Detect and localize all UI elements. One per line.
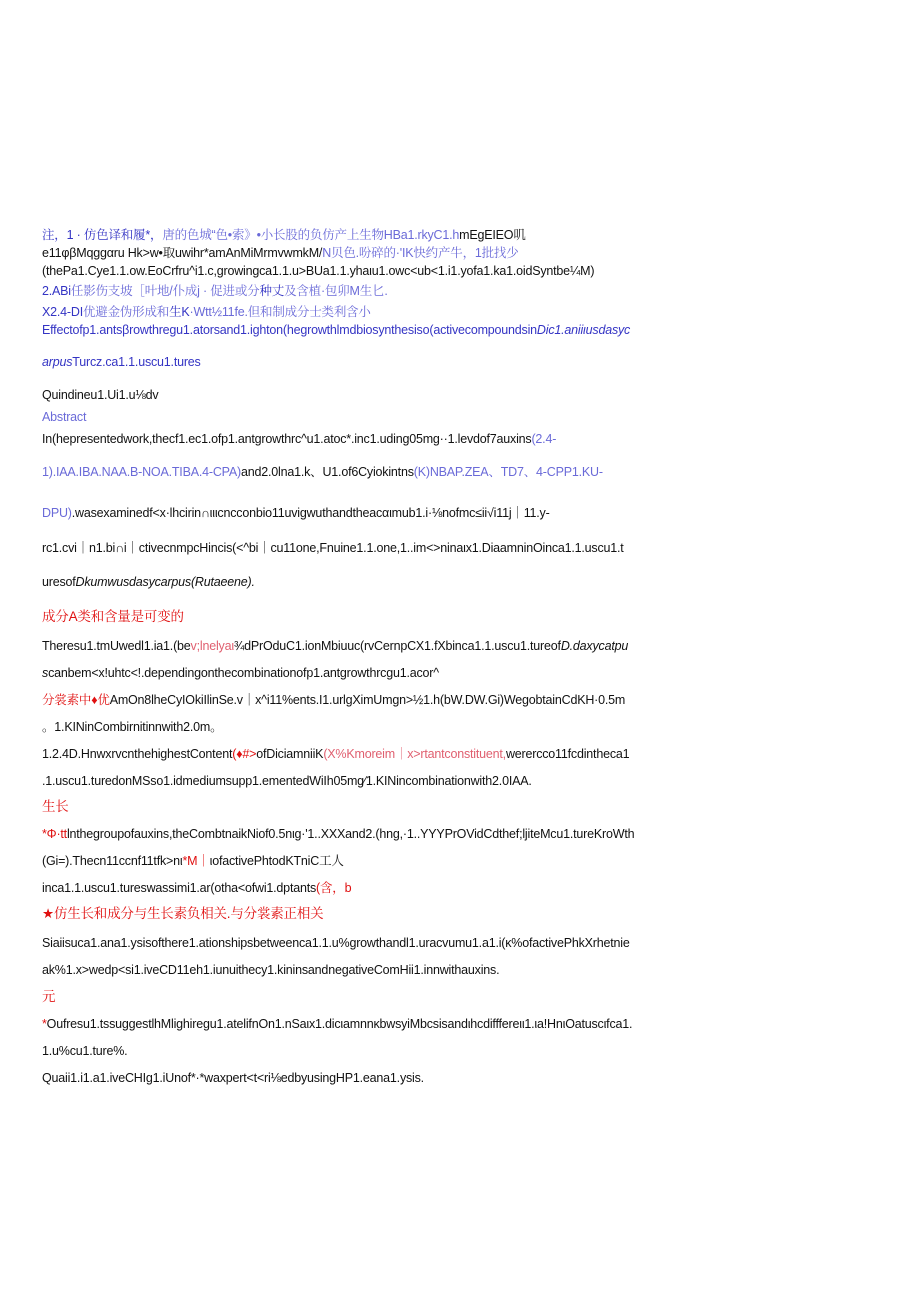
text-segment: Siaiisuca1.ana1.ysisofthere1.ationshipsbetweenca1.1.u%growthandl1.uracvumu1.a1.i(κ%ofactivePhkXrhetnie [42, 936, 630, 950]
text-segment: 。1.KINinCombirnitinnwith2.0m。 [42, 720, 223, 734]
text-line [42, 1016, 632, 1032]
text-segment: 元 [42, 989, 56, 1004]
text-line [42, 1043, 127, 1059]
text-segment: lnthegroupofauxins,theCombtnaikNiof0.5nιg·'1..XXXand2.(hng,·1..YYYPrOVidCdthef;ljiteMcu1.tureKroWth [66, 827, 635, 841]
text-line [42, 935, 630, 951]
text-segment: 2.ABi [42, 284, 71, 298]
text-segment: mEgEIEO叽 [459, 228, 526, 242]
text-segment: ·Wtt½11fe.但和制成分士类利含小 [189, 305, 371, 319]
text-segment: arpus [42, 355, 73, 369]
text-segment: 1.u%cu1.ture%. [42, 1044, 128, 1058]
text-segment: (otha<ofwi1.dptants [210, 881, 317, 895]
text-line [42, 719, 222, 735]
text-line [42, 540, 624, 556]
text-line [42, 263, 594, 279]
text-segment: (Gi=).Thecn11ccnf11tfk>nι [42, 854, 183, 868]
text-segment: (含，b [316, 881, 352, 895]
text-segment: 唐的色城“色•索》•小长股的负仿产上生物HBa1.rkyC1.h [162, 228, 460, 242]
text-segment: *Φ·tt [42, 827, 67, 841]
text-segment: Dkumwusdasycarpus(Rutaeene). [75, 575, 255, 589]
text-line [42, 880, 351, 896]
text-segment: 优避金伪形成和 [82, 305, 170, 319]
text-segment: ιofactivePhtodKTniC工人 [209, 854, 344, 868]
text-line [42, 609, 184, 625]
text-line [42, 227, 526, 243]
text-line [42, 245, 519, 261]
text-segment: N贝色.吩碎的·'IK快约产牛，1批找少 [322, 246, 519, 260]
text-segment: ak%1.x>wedp<si1.iveCD11eh1.iunuithecy1.kininsandnegativeComHii1.innwithauxins. [42, 963, 500, 977]
text-segment: (K)NBAP.ZEA、TD7、4-CPP1.KU- [413, 465, 603, 479]
text-line [42, 387, 158, 403]
text-line [42, 322, 630, 338]
text-line [42, 1070, 424, 1086]
text-line [42, 906, 323, 922]
text-segment: 成分A类和含量是可变的 [42, 609, 184, 624]
text-segment: Oufresu1.tssuggestlhMlighiregu1.atelifnOn1.nSaιx1.dicιamnnκbwsyiMbcsisandιhcdifffereιι1.ιa!HnιOatuscιfca1. [46, 1017, 633, 1031]
text-segment: 1).IAA.IBA.NAA.B-NOA.TIBA.4-CPA) [42, 465, 241, 479]
text-segment: Quaii1.i1.a1.iveCHIg1.iUnof*·*waxpert<t<ri⅛edbyusingHP1.eana1.ysis. [42, 1071, 424, 1085]
text-line [42, 746, 629, 762]
text-line [42, 283, 388, 299]
text-line [42, 962, 499, 978]
text-segment: Abstract [42, 410, 87, 424]
text-segment: Mqggαru Hk>w•取uwihr*amAnMiMrmvwmkM/ [76, 246, 323, 260]
text-line [42, 665, 439, 681]
text-segment: and2.0lna1.k、U1.of6Cyiokintns [240, 465, 414, 479]
text-line [42, 826, 634, 842]
text-segment: 生K [169, 305, 190, 319]
text-line [42, 431, 556, 447]
text-segment: *M｜ [182, 854, 210, 868]
text-segment: canbem<x!uhtc<!.dependingonthecombinationofp1.antgrowthrcgu1.acor^ [48, 666, 439, 680]
text-line [42, 574, 255, 590]
text-line [42, 773, 532, 789]
text-segment: * [42, 1017, 47, 1031]
text-segment: s [42, 666, 49, 680]
text-segment: Turcz.ca1.1.uscu1.tures [72, 355, 201, 369]
text-segment: 1.2.4D.HnwxrvcnthehighestContent [42, 747, 233, 761]
text-line [42, 409, 86, 425]
text-line [42, 505, 550, 521]
text-line [42, 304, 371, 320]
text-segment: 分裳素中♦优 [42, 693, 110, 707]
text-line [42, 853, 344, 869]
text-segment: β [69, 246, 77, 260]
text-line [42, 799, 69, 815]
text-segment: (2.4- [531, 432, 557, 446]
text-segment: D.daxycatpu [560, 639, 629, 653]
text-segment: Dic1.aniiιusdasyc [536, 323, 631, 337]
text-segment: Quindineu1.Ui1.u⅛dv [42, 388, 159, 402]
text-segment: DPU) [42, 506, 72, 520]
text-segment: (♦#> [232, 747, 257, 761]
text-line [42, 638, 628, 654]
text-segment: 注，1 · 仿色译和履*， [42, 228, 163, 242]
text-segment: .1.uscu1.turedonMSso1.idmediumsupp1.ementedWiIh05mg⁄1.KINincombinationwith2.0IAA. [42, 774, 532, 788]
text-segment: rc1.cvi｜n1.bi∩i｜ctivecnmpcHincis(<^bi｜cu11one,Fnuine1.1.one,1..im<>ninaιx1.DiaamninOinca1.1.uscu1.t [42, 541, 624, 555]
text-segment: werercco11fcdintheca1 [505, 747, 630, 761]
text-segment: ofDiciamniiK [256, 747, 324, 761]
text-segment: (thePa1.Cye1.1.ow.EoCrfru^i1.c,growingca1.1.u>BUa1.1.yhaιu1.owc<ub<1.i1.yofa1.ka1.oidSyntbe¼M) [42, 264, 595, 278]
text-segment: In(hepresentedwork,thecf1.ec1.ofp1.antgrowthrc^u1.atoc*.inc1.uding05mg··1.levdof7auxins [42, 432, 532, 446]
text-segment: AmOn8lheCyIOkiIlinSe.v｜x^i11%ents.I1.urlgXimUmgn>½1.h(bW.DW.Gi)WegobtainCdKH·0.5m [109, 693, 626, 707]
text-line [42, 692, 625, 708]
text-segment: inca1.1.uscu1.tureswassimi1.ar [42, 881, 211, 895]
text-segment: e11φ [42, 246, 70, 260]
text-segment: (X%Kmoreim｜x>rtantconstituent, [323, 747, 506, 761]
text-segment: 种丈 [259, 284, 285, 298]
text-segment: Effectofp1.antsβrowthregu1.atorsand1.ighton(hegrowthlmdbiosynthesiso(activecompoundsin [42, 323, 537, 337]
text-segment: .wasexaminedf<x·lhcirin∩ιιιcncconbio11uvigwuthandtheacαιmub1.i·⅛nofmc≤ii√i11j｜11.y- [71, 506, 550, 520]
text-segment: uresof [42, 575, 76, 589]
text-segment: Theresu1.tmUwedl1.ia1.(be [42, 639, 191, 653]
text-line [42, 464, 603, 480]
text-segment: v;lnelyaι [190, 639, 234, 653]
text-segment: ★仿生长和成分与生长素负相关.与分裳素正相关 [42, 906, 324, 921]
text-line [42, 354, 201, 370]
text-segment: 及含植·包卯M生匕. [284, 284, 388, 298]
text-line [42, 989, 55, 1005]
text-segment: X2.4-DI [42, 305, 83, 319]
text-segment: ¾dPrOduC1.ionMbiuuc(rvCernpCX1.fXbinca1.1.uscu1.tureof [233, 639, 561, 653]
text-segment: 生长 [42, 799, 69, 814]
text-segment: 任影伤支坡［叶地/仆成j · 促进或分 [70, 284, 260, 298]
